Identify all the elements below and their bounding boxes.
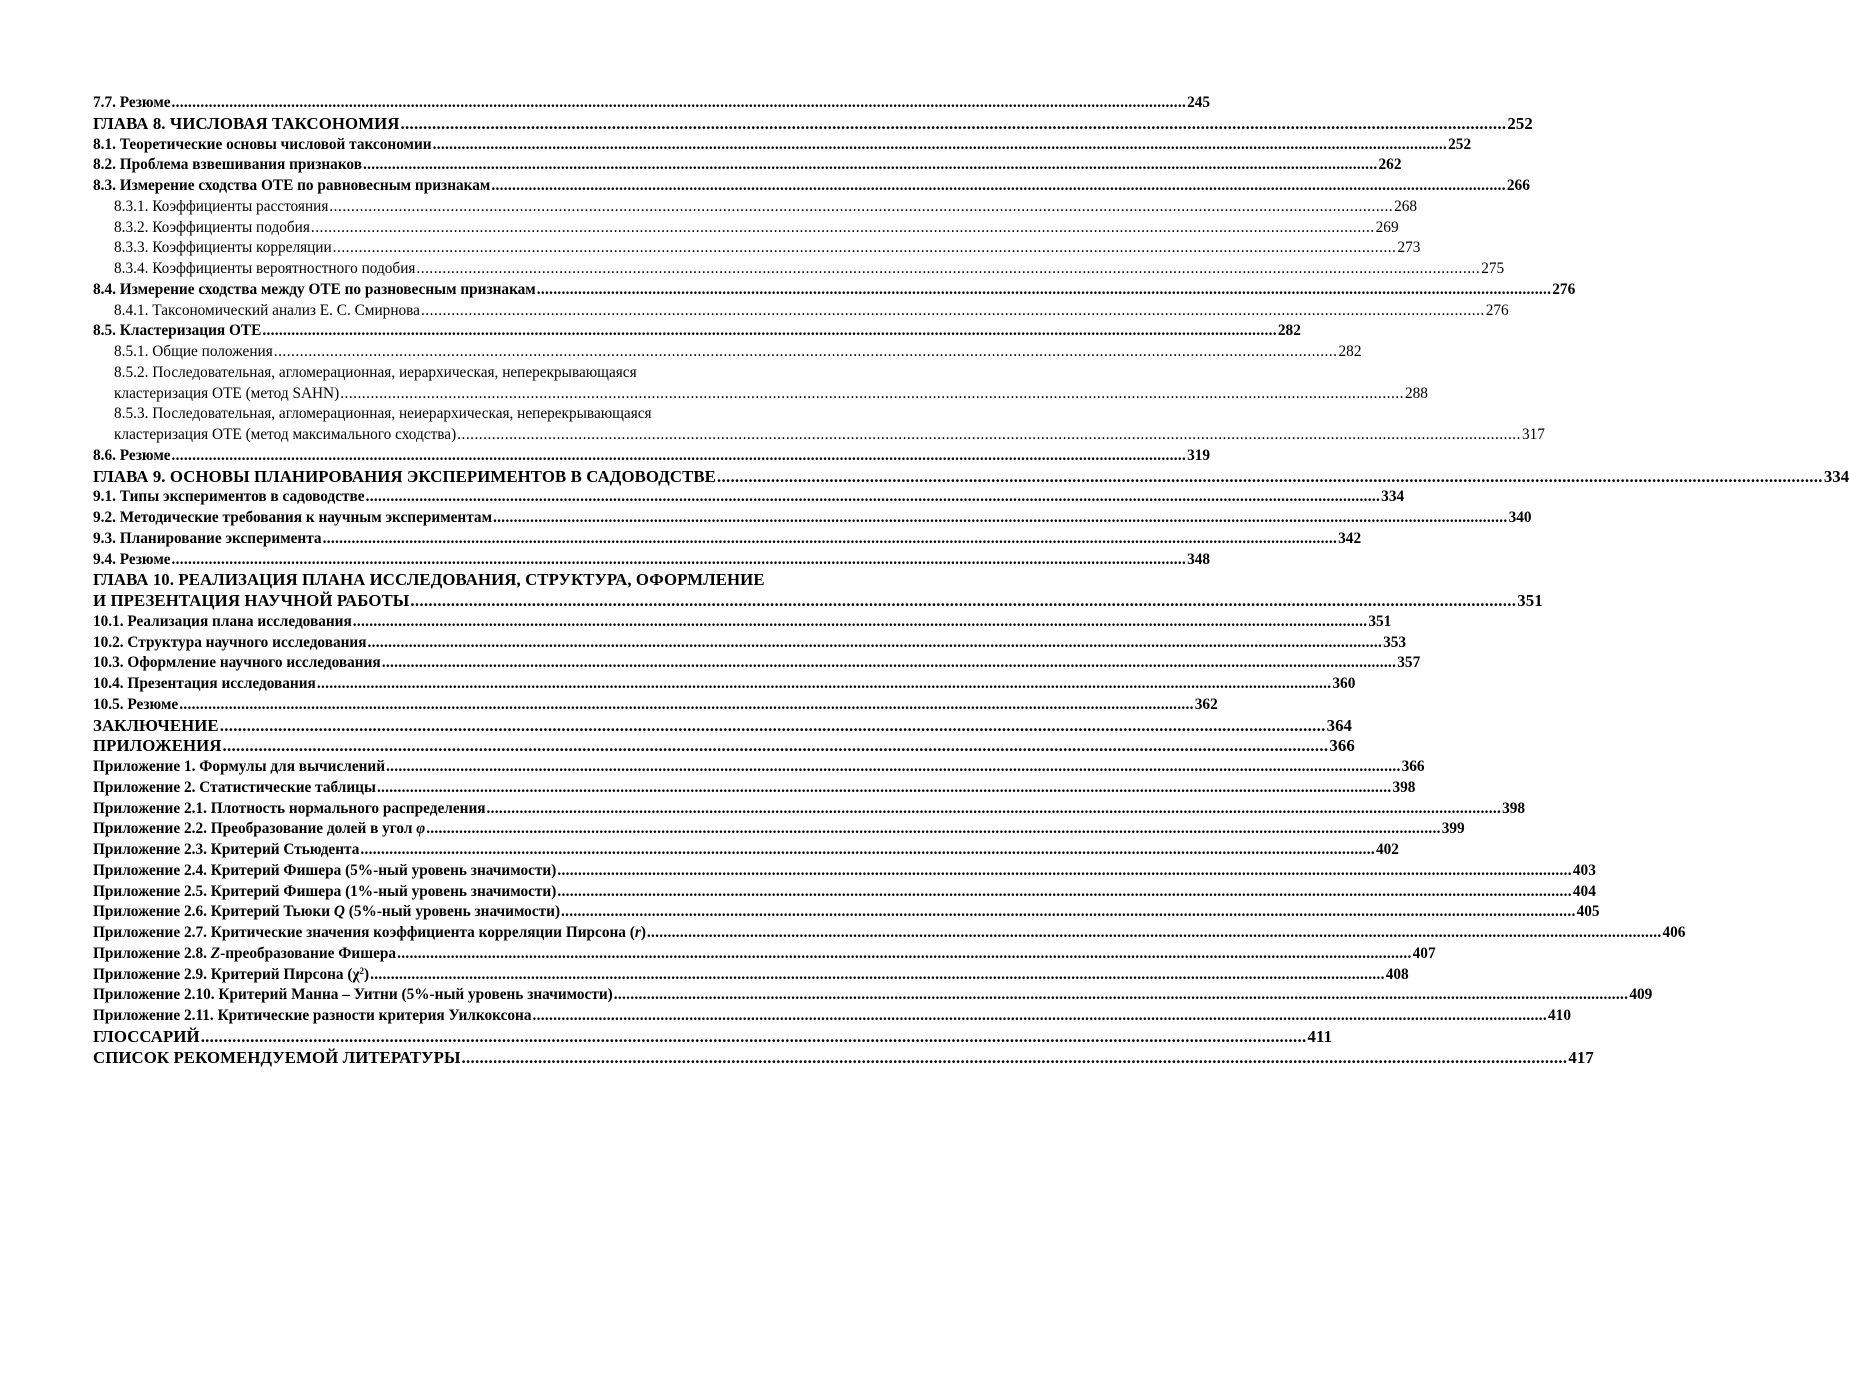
toc-entry-title: 9.1. Типы экспериментов в садоводстве [93,488,365,506]
toc-subentry [93,342,1362,363]
toc-entry-title: СПИСОК РЕКОМЕНДУЕМОЙ ЛИТЕРАТУРЫ [93,1047,461,1067]
toc-entry-page: 317 [1521,426,1545,443]
toc-entry [93,135,1472,156]
toc-subentry-line2 [93,425,1545,446]
dot-leader [487,799,1502,820]
toc-entry [93,819,1465,840]
toc-entry [93,799,1526,820]
dot-leader [201,1027,1307,1048]
toc-subentry [93,197,1418,218]
toc-chapter [93,1026,1333,1048]
toc-entry [93,529,1362,550]
toc-entry [93,508,1532,529]
toc-entry-title: 7.7. Резюме [93,94,171,111]
toc-entry [93,923,1686,944]
toc-entry-title: Приложение 2.8. [93,944,211,962]
toc-entry-page: 340 [1508,509,1532,526]
toc-entry-title: ГЛАВА 10. РЕАЛИЗАЦИЯ ПЛАНА ИССЛЕДОВАНИЯ, СТРУКТУРА, ОФОРМЛЕНИЕ [93,570,765,590]
toc-entry-title: 8.5. Кластеризация ОТЕ [93,322,262,340]
toc-entry-title: ЗАКЛЮЧЕНИЕ [93,715,219,735]
toc-entry [93,695,1218,716]
dot-leader [421,301,1485,322]
dot-leader [274,342,1338,363]
toc-entry-superscript: 2 [359,965,365,976]
toc-entry-title-end: (5%-ный уровень значимости) [344,903,561,921]
toc-subentry-line1 [93,404,886,425]
dot-leader [416,259,1480,280]
dot-leader [493,508,1508,529]
toc-entry-symbol: r [634,924,641,941]
toc-entry-page: 273 [1397,239,1421,257]
toc-entry-page: 276 [1552,280,1576,298]
toc-entry-title: 10.2. Структура научного исследования [93,633,367,651]
toc-entry-title-cont: И ПРЕЗЕНТАЦИЯ НАУЧНОЙ РАБОТЫ [93,591,410,610]
toc-entry-title: 8.3.2. Коэффициенты подобия [114,218,310,236]
dot-leader [311,218,1375,239]
toc-subentry-line1 [93,363,886,384]
toc-entry-page: 288 [1404,384,1428,402]
toc-subentry [93,301,1509,322]
dot-leader [561,902,1576,923]
toc-entry-page: 348 [1187,550,1211,568]
dot-leader [323,529,1338,550]
toc-entry [93,757,1425,778]
toc-entry-page: 398 [1502,799,1526,817]
toc-entry-page: 282 [1277,322,1301,340]
dot-leader [262,321,1277,342]
toc-entry-symbol: Z [210,944,221,962]
toc-entry-title-wrap [93,819,425,840]
toc-entry-page: 366 [1401,758,1425,775]
toc-entry-page: 275 [1481,260,1505,277]
toc-chapter [93,1047,1594,1069]
dot-leader [491,176,1506,197]
toc-subentry [93,238,1421,259]
toc-entry-page: 245 [1187,94,1211,111]
dot-leader [333,238,1397,259]
toc-entry-page: 252 [1448,135,1472,153]
toc-entry-title: Приложение 2.5. Критерий Фишера (1%-ный уровень значимости) [93,882,557,900]
toc-subentry-line2 [93,384,1428,405]
dot-leader [532,1006,1547,1027]
toc-entry-title: 10.4. Презентация исследования [93,675,316,692]
toc-subentry [93,218,1399,239]
toc-entry-page: 353 [1383,633,1407,651]
dot-leader [433,135,1448,156]
toc-entry-title: 9.3. Планирование эксперимента [93,529,322,547]
toc-entry-title: Приложение 2.7. Критические значения коэффициента корреляции Пирсона ( [93,924,635,941]
toc-chapter [93,736,1355,757]
toc-entry-page: 366 [1329,736,1355,756]
dot-leader [172,550,1187,571]
toc-chapter [93,113,1533,135]
dot-leader [647,923,1662,944]
toc-entry-page: 410 [1548,1007,1571,1024]
dot-leader [382,653,1397,674]
dot-leader [426,819,1441,840]
dot-leader [179,695,1194,716]
toc-entry-page: 403 [1572,861,1596,879]
toc-entry-title: Приложение 2.6. Критерий Тьюки [93,903,334,921]
toc-entry-title: 8.3.3. Коэффициенты корреляции [114,239,332,257]
toc-entry-title: 8.4. Измерение сходства между ОТЕ по разновесным признакам [93,280,536,298]
toc-chapter [93,466,1849,488]
toc-entry-title: 8.2. Проблема взвешивания признаков [93,156,362,174]
toc-entry [93,985,1653,1006]
toc-entry [93,155,1402,176]
toc-entry-title-end: -преобразование Фишера [220,944,397,962]
toc-entry-page: 364 [1326,715,1353,735]
toc-chapter-line2 [93,591,1543,612]
toc-entry-page: 252 [1507,113,1533,133]
toc-entry-symbol: Q [333,903,345,921]
toc-entry [93,550,1211,571]
toc-entry-title: Приложение 1. Формулы для вычислений [93,758,386,775]
toc-entry-page: 342 [1338,529,1362,547]
toc-entry-page: 406 [1662,924,1686,941]
toc-entry-page: 319 [1187,446,1211,464]
dot-leader [397,944,1412,965]
toc-entry-title: Приложение 2.9. Критерий Пирсона (χ [93,965,360,983]
toc-entry-title: 9.4. Резюме [93,550,171,568]
dot-leader [537,280,1552,301]
dot-leader [360,840,1375,861]
toc-entry [93,280,1576,301]
toc-entry-title: ГЛОССАРИЙ [93,1026,200,1046]
dot-leader [614,985,1629,1006]
toc-chapter-line1 [93,570,886,591]
toc-entry-page: 402 [1375,841,1399,858]
dot-leader [401,114,1507,135]
toc-entry-page: 360 [1332,675,1356,692]
dot-leader [386,757,1401,778]
toc-entry-title-end: ) [640,924,646,941]
toc-entry-title: 10.1. Реализация плана исследования [93,612,352,630]
toc-entry [93,840,1399,861]
toc-entry [93,487,1405,508]
toc-entry-page: 362 [1194,695,1218,713]
toc-entry-title-wrap [93,965,369,986]
toc-entry-page: 282 [1338,343,1362,360]
toc-entry-title: 10.5. Резюме [93,695,179,713]
dot-leader [366,487,1381,508]
dot-leader [353,612,1368,633]
toc-entry-title: Приложение 2. Статистические таблицы [93,778,376,796]
toc-entry-title-cont: кластеризация ОТЕ (метод максимального сходства) [114,426,457,443]
toc-entry-page: 404 [1572,882,1596,900]
toc-entry-title: 8.3.4. Коэффициенты вероятностного подобия [114,260,416,277]
dot-leader [329,197,1393,218]
toc-entry-title: 8.5.1. Общие положения [114,343,273,360]
toc-entry [93,176,1530,197]
toc-entry-page: 357 [1397,654,1421,672]
toc-entry [93,612,1392,633]
toc-entry-title-end: ) [364,965,370,983]
toc-entry [93,861,1596,882]
dot-leader [220,716,1326,737]
toc-entry-title: Приложение 2.10. Критерий Манна – Уитни (5%-ный уровень значимости) [93,986,613,1004]
toc-entry-page: 269 [1375,218,1399,236]
toc-entry [93,633,1407,654]
toc-entry [93,882,1596,903]
dot-leader [462,1048,1568,1069]
toc-entry-page: 262 [1378,156,1402,174]
dot-leader [223,736,1329,757]
toc-entry-page: 405 [1576,903,1600,921]
toc-entry-page: 407 [1412,944,1436,962]
dot-leader [368,633,1383,654]
dot-leader [557,882,1572,903]
toc-entry [93,944,1436,965]
toc-entry-page: 409 [1629,986,1653,1004]
toc-entry-title-wrap [93,923,646,944]
toc-entry-title-wrap [93,902,560,923]
toc-entry-title: 8.5.2. Последовательная, агломерационная, иерархическая, неперекрывающаяся [114,363,637,381]
toc-entry [93,674,1356,695]
toc-entry-page: 268 [1394,197,1418,215]
toc-entry-title: ПРИЛОЖЕНИЯ [93,736,222,756]
toc-entry-title: ГЛАВА 9. ОСНОВЫ ПЛАНИРОВАНИЯ ЭКСПЕРИМЕНТОВ В САДОВОДСТВЕ [93,466,716,486]
toc-entry-title-cont: кластеризация ОТЕ (метод SAHN) [114,384,340,402]
toc-entry [93,902,1600,923]
toc-entry-title: 8.6. Резюме [93,446,171,464]
toc-entry-title: 8.1. Теоретические основы числовой таксономии [93,135,432,153]
toc-entry-page: 334 [1823,466,1849,486]
toc-entry-page: 276 [1485,301,1509,319]
toc-entry-title: 8.3. Измерение сходства ОТЕ по равновесным признакам [93,177,491,194]
toc-entry-title: 9.2. Методические требования к научным экспериментам [93,509,492,526]
toc-entry-title: Приложение 2.2. Преобразование долей в угол [93,820,417,838]
dot-leader [457,425,1521,446]
toc-entry [93,1006,1571,1027]
toc-entry-symbol: φ [416,820,426,838]
toc-chapter [93,715,1353,737]
toc-entry-page: 411 [1307,1026,1333,1046]
dot-leader [317,674,1332,695]
toc-entry-title: ГЛАВА 8. ЧИСЛОВАЯ ТАКСОНОМИЯ [93,113,400,133]
toc-entry-page: 399 [1441,820,1465,838]
toc-entry-page: 351 [1517,591,1543,610]
toc-entry-title: 8.4.1. Таксономический анализ Е. С. Смирнова [114,301,420,319]
toc-entry [93,653,1421,674]
toc-entry [93,93,1211,114]
dot-leader [172,446,1187,467]
toc-entry-title: Приложение 2.3. Критерий Стьюдента [93,841,360,858]
dot-leader [410,591,1516,612]
toc-entry-title: 8.3.1. Коэффициенты расстояния [114,197,329,215]
toc-entry [93,321,1301,342]
toc-entry-title: Приложение 2.11. Критические разности критерия Уилкоксона [93,1007,532,1024]
toc-entry-page: 417 [1568,1047,1594,1067]
toc-entry-page: 266 [1506,177,1530,194]
dot-leader [377,778,1392,799]
toc-entry-title: 8.5.3. Последовательная, агломерационная, неиерархическая, неперекрывающаяся [114,405,652,423]
toc-entry-title-wrap [93,944,396,965]
toc-entry-page: 334 [1381,488,1405,506]
dot-leader [717,467,1823,488]
table-of-contents [93,93,1849,1068]
toc-entry-page: 351 [1368,612,1392,630]
dot-leader [340,384,1404,405]
dot-leader [557,861,1572,882]
toc-subentry [93,259,1505,280]
dot-leader [363,155,1378,176]
toc-entry-title: 10.3. Оформление научного исследования [93,654,381,672]
dot-leader [370,965,1385,986]
toc-entry-title: Приложение 2.1. Плотность нормального распределения [93,799,486,817]
toc-entry [93,446,1211,467]
toc-entry [93,965,1409,986]
toc-entry [93,778,1416,799]
toc-entry-page: 408 [1385,965,1409,983]
dot-leader [172,93,1187,114]
toc-entry-page: 398 [1392,778,1416,796]
toc-entry-title: Приложение 2.4. Критерий Фишера (5%-ный уровень значимости) [93,861,557,879]
